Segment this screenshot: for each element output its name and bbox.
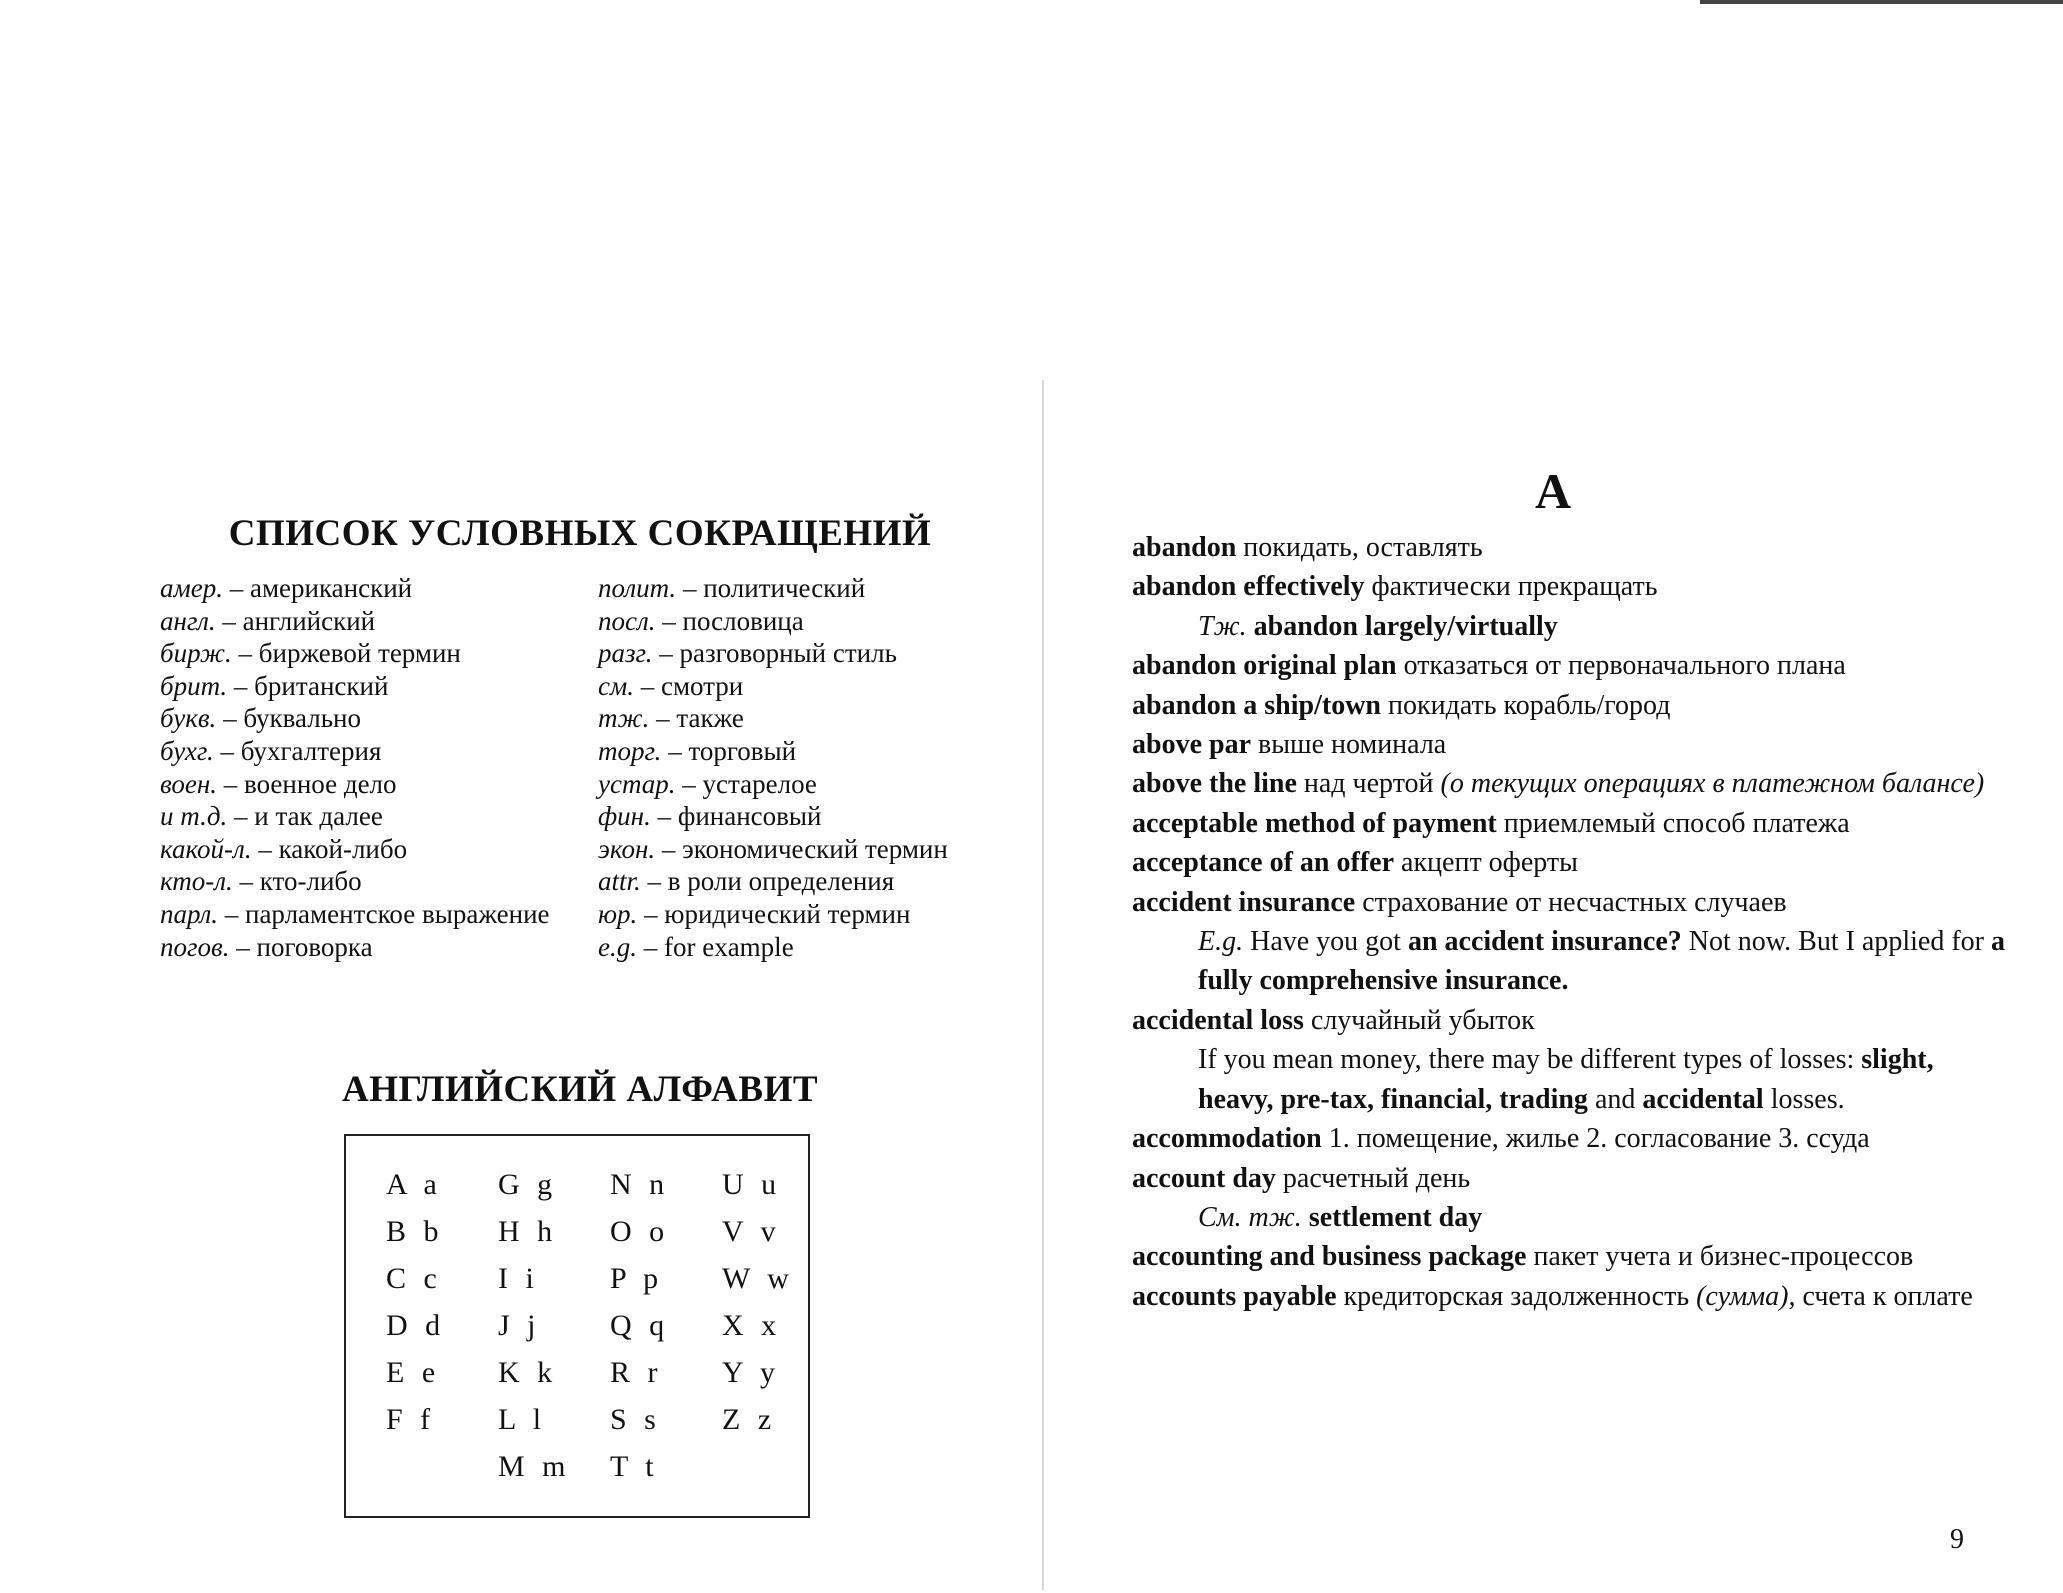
translation: случайный убыток [1303,1004,1535,1036]
dictionary-entry [1132,686,2012,725]
abbreviation-term: attr. [598,866,641,897]
dictionary-entry [1132,1159,2012,1198]
alphabet-letter: K k [498,1356,558,1389]
headword: abandon a ship/town [1132,689,1382,721]
dictionary-entry [1132,1237,2012,1276]
abbreviation-meaning: – поговорка [229,931,373,962]
entry-example [1132,1198,2012,1237]
abbreviation-meaning: – политический [676,573,866,603]
alphabet-grid [386,1168,822,1497]
alphabet-letter: W w [722,1262,794,1295]
abbreviation-term: посл. [598,605,656,636]
dictionary-entry [1132,883,2012,922]
abbreviation-meaning: – юридический термин [637,898,911,929]
headword: accommodation [1132,1123,1322,1155]
abbreviation-term: бирж. [160,638,232,669]
entry-example [1132,1040,2012,1119]
abbreviation-term: погов. [160,931,230,962]
entry-example [1132,607,2012,646]
headword: acceptable method of payment [1132,807,1497,839]
alphabet-letter: M m [498,1450,571,1483]
alphabet-letter: Y y [722,1356,781,1389]
abbreviation-meaning: – военное дело [217,768,397,799]
abbreviation-meaning: – смотри [633,670,744,701]
abbreviation-term: фин. [598,801,651,832]
headword: accidental loss [1132,1004,1304,1036]
translation: фактически прекращать [1364,571,1658,603]
abbreviation-item [598,702,1008,735]
abbreviation-term: парл. [160,898,218,929]
alphabet-letter: X x [722,1309,782,1342]
abbreviation-meaning: – финансовый [650,801,822,832]
abbreviation-meaning: – английский [215,605,376,636]
headword: slight, heavy, pre-tax, financial, trading [1198,1044,1934,1115]
translation: выше номинала [1251,729,1447,761]
abbreviation-term: брит. [160,670,228,701]
italic-note: (сумма), [1696,1280,1796,1312]
alphabet-letter: A a [386,1168,442,1201]
translation: Not now. But I applied for [1681,926,1991,958]
alphabet-letter [386,1450,498,1497]
abbreviation-term: разг. [598,638,653,669]
translation: losses. [1763,1083,1845,1115]
abbreviation-meaning: – разговорный стиль [652,638,897,669]
translation: расчетный день [1275,1162,1471,1194]
headword: settlement day [1301,1201,1483,1233]
abbreviation-meaning: – какой-либо [251,833,408,864]
alphabet-letter: V v [722,1215,781,1248]
italic-note: Тж. [1198,610,1247,642]
headword: account day [1132,1162,1276,1194]
abbreviation-term: полит. [598,573,677,603]
alphabet-letter: O o [610,1215,670,1248]
abbreviation-meaning: – британский [227,670,389,701]
abbreviation-item [160,865,600,898]
abbreviation-term: e.g. [598,931,637,962]
translation: покидать, оставлять [1236,532,1483,563]
abbreviation-term: кто-л. [160,866,233,897]
abbreviation-item [598,670,1008,703]
alphabet-letter: Z z [722,1403,777,1436]
section-letter: A [1535,463,1572,519]
headword: abandon original plan [1132,650,1397,682]
abbreviation-meaning: – и так далее [227,801,383,832]
abbreviation-item [598,605,1008,638]
abbreviation-term: тж. [598,703,650,734]
abbreviation-item [160,768,600,801]
headword: above the line [1132,768,1297,800]
alphabet-letter: J j [498,1309,541,1342]
abbreviation-item [160,637,600,670]
abbreviation-item [160,898,600,931]
abbreviation-meaning: – парламентское выражение [218,898,550,929]
alphabet-letter: I i [498,1262,539,1295]
abbreviation-meaning: – биржевой термин [231,638,461,669]
headword: abandon [1132,532,1237,563]
abbreviation-term: бухг. [160,735,214,766]
headword: an accident insurance? [1407,926,1682,958]
alphabet-letter: S s [610,1403,661,1436]
abbreviation-meaning: – буквально [216,703,361,734]
abbreviation-item [160,931,600,964]
translation: пакет учета и бизнес-процессов [1526,1241,1914,1273]
dictionary-entry [1132,804,2012,843]
translation: счета к оплате [1795,1280,1973,1312]
translation: Have you got [1243,926,1408,958]
dictionary-entry [1132,764,2012,803]
abbreviation-item [598,931,1008,964]
abbreviations-column-1 [160,572,600,963]
abbreviation-term: устар. [598,768,676,799]
translation: акцепт оферты [1394,847,1578,879]
abbreviations-title: СПИСОК УСЛОВНЫХ СОКРАЩЕНИЙ [228,513,932,554]
abbreviation-item [160,833,600,866]
abbreviation-item [598,800,1008,833]
abbreviation-meaning: – также [649,703,744,734]
abbreviation-item [598,898,1008,931]
alphabet-letter: G g [498,1168,558,1201]
headword: abandon effectively [1132,571,1365,603]
translation: and [1587,1083,1643,1115]
abbreviation-term: букв. [160,703,217,734]
abbreviation-item [160,670,600,703]
abbreviation-item [598,768,1008,801]
page-number: 9 [1950,1524,1964,1555]
alphabet-letter: U u [722,1168,782,1201]
abbreviation-term: какой-л. [160,833,252,864]
abbreviation-term: англ. [160,605,216,636]
alphabet-title: АНГЛИЙСКИЙ АЛФАВИТ [341,1069,819,1110]
abbreviation-item [598,572,1008,605]
abbreviation-meaning: – пословица [655,605,804,636]
alphabet-letter: N n [610,1168,670,1201]
alphabet-letter: B b [386,1215,444,1248]
alphabet-letter: T t [610,1450,659,1483]
dictionary-entry [1132,1001,2012,1040]
headword: acceptance of an offer [1132,847,1395,879]
dictionary-entry [1132,1119,2012,1158]
abbreviation-meaning: – for example [636,931,794,962]
abbreviation-item [598,865,1008,898]
right-page [1045,0,2063,1593]
abbreviation-term: амер. [160,573,223,603]
dictionary-entry [1132,567,2012,606]
abbreviation-meaning: – бухгалтерия [213,735,382,766]
alphabet-letter: R r [610,1356,663,1389]
alphabet-letter: E e [386,1356,441,1389]
abbreviation-item [160,735,600,768]
abbreviation-term: воен. [160,768,217,799]
alphabet-letter: P p [610,1262,664,1295]
abbreviation-meaning: – торговый [661,735,797,766]
dictionary-entry [1132,843,2012,882]
alphabet-letter: Q q [610,1309,670,1342]
abbreviation-meaning: – кто-либо [232,866,362,897]
book-spine [1042,380,1044,1590]
translation: отказаться от первоначального плана [1396,650,1846,682]
dictionary-entry [1132,1277,2012,1316]
abbreviations-column-2 [598,572,1008,963]
headword: accounts payable [1132,1280,1337,1312]
abbreviation-term: юр. [598,898,638,929]
translation: страхование от несчастных случаев [1355,886,1787,918]
alphabet-table [344,1134,810,1518]
dictionary-entries [1132,528,2012,1316]
abbreviation-item [598,735,1008,768]
abbreviation-term: и т.д. [160,801,228,832]
abbreviation-item [160,572,600,605]
alphabet-letter: F f [386,1403,436,1436]
abbreviation-item [160,800,600,833]
abbreviation-term: экон. [598,833,656,864]
abbreviation-term: торг. [598,735,662,766]
alphabet-letter: C c [386,1262,442,1295]
italic-note: E.g. [1198,926,1244,958]
translation: покидать корабль/город [1381,689,1671,721]
abbreviation-item [598,833,1008,866]
dictionary-entry [1132,725,2012,764]
alphabet-letter: H h [498,1215,558,1248]
headword: abandon largely/virtually [1246,610,1558,642]
abbreviation-item [598,637,1008,670]
abbreviation-term: см. [598,670,634,701]
headword: accident insurance [1132,886,1356,918]
abbreviation-meaning: – в роли определения [640,866,895,897]
abbreviation-item [160,605,600,638]
italic-note: (о текущих операциях в платежном балансе) [1440,768,1985,800]
translation: кредиторская задолженность [1336,1280,1697,1312]
abbreviation-meaning: – экономический термин [655,833,948,864]
headword: accounting and business package [1132,1241,1527,1273]
translation: над чертой [1296,768,1441,800]
headword: accidental [1642,1083,1764,1115]
translation: 1. помещение, жилье 2. согласование 3. ссуда [1321,1123,1870,1155]
headword: a fully comprehensive insurance. [1198,926,2005,997]
translation: приемлемый способ платежа [1496,807,1850,839]
abbreviation-meaning: – устарелое [675,768,817,799]
alphabet-letter: D d [386,1309,446,1342]
dictionary-entry [1132,646,2012,685]
italic-note: См. тж. [1198,1201,1302,1233]
dictionary-entry [1132,528,2012,567]
abbreviation-item [160,702,600,735]
abbreviation-meaning: – американский [222,573,413,603]
alphabet-letter [722,1450,822,1497]
entry-example [1132,922,2012,1001]
alphabet-letter: L l [498,1403,547,1436]
headword: above par [1132,729,1251,761]
translation: If you mean money, there may be different types of losses: [1198,1044,1862,1076]
